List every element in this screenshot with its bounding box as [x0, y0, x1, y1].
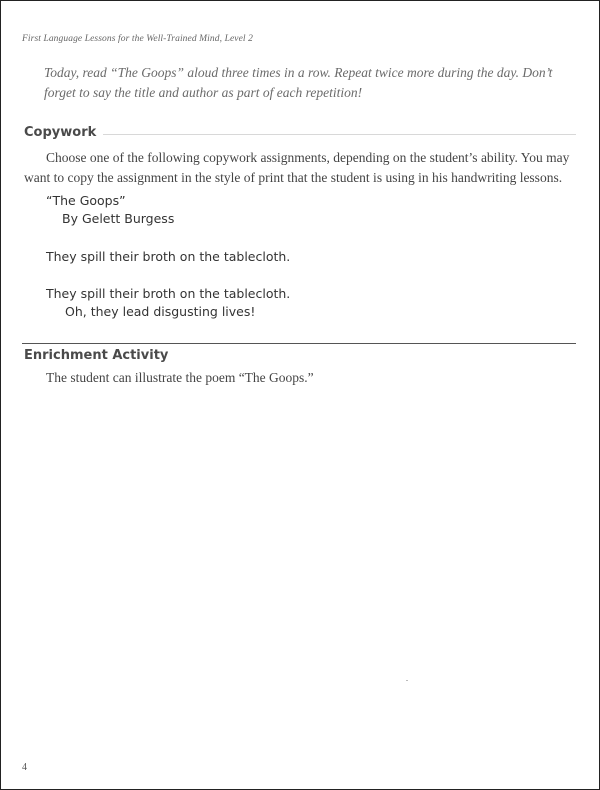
- copywork-option-line: They spill their broth on the tablecloth.: [46, 286, 291, 301]
- copywork-divider: [103, 134, 576, 135]
- copywork-poem-author: By Gelett Burgess: [62, 211, 175, 226]
- copywork-instructions: Choose one of the following copywork assignments, depending on the student’s ability. You may want to copy the assignment in the style of print that the student is using in his handwriting lessons.: [24, 150, 570, 185]
- reading-instructions: Today, read “The Goops” aloud three times in a row. Repeat twice more during the day. Don’t forget to say the title and author as part of each repetition!: [44, 65, 553, 100]
- copywork-poem-title: “The Goops”: [46, 193, 126, 208]
- paper-speck: [406, 680, 408, 681]
- page-number: 4: [22, 762, 27, 773]
- running-head: First Language Lessons for the Well-Trained Mind, Level 2: [22, 34, 253, 44]
- enrichment-divider: [22, 343, 576, 344]
- enrichment-heading: Enrichment Activity: [24, 348, 169, 363]
- copywork-heading: Copywork: [24, 125, 97, 140]
- copywork-option-line: Oh, they lead disgusting lives!: [65, 304, 256, 319]
- enrichment-text: The student can illustrate the poem “The Goops.”: [46, 370, 314, 385]
- copywork-option-line: They spill their broth on the tablecloth.: [46, 249, 291, 264]
